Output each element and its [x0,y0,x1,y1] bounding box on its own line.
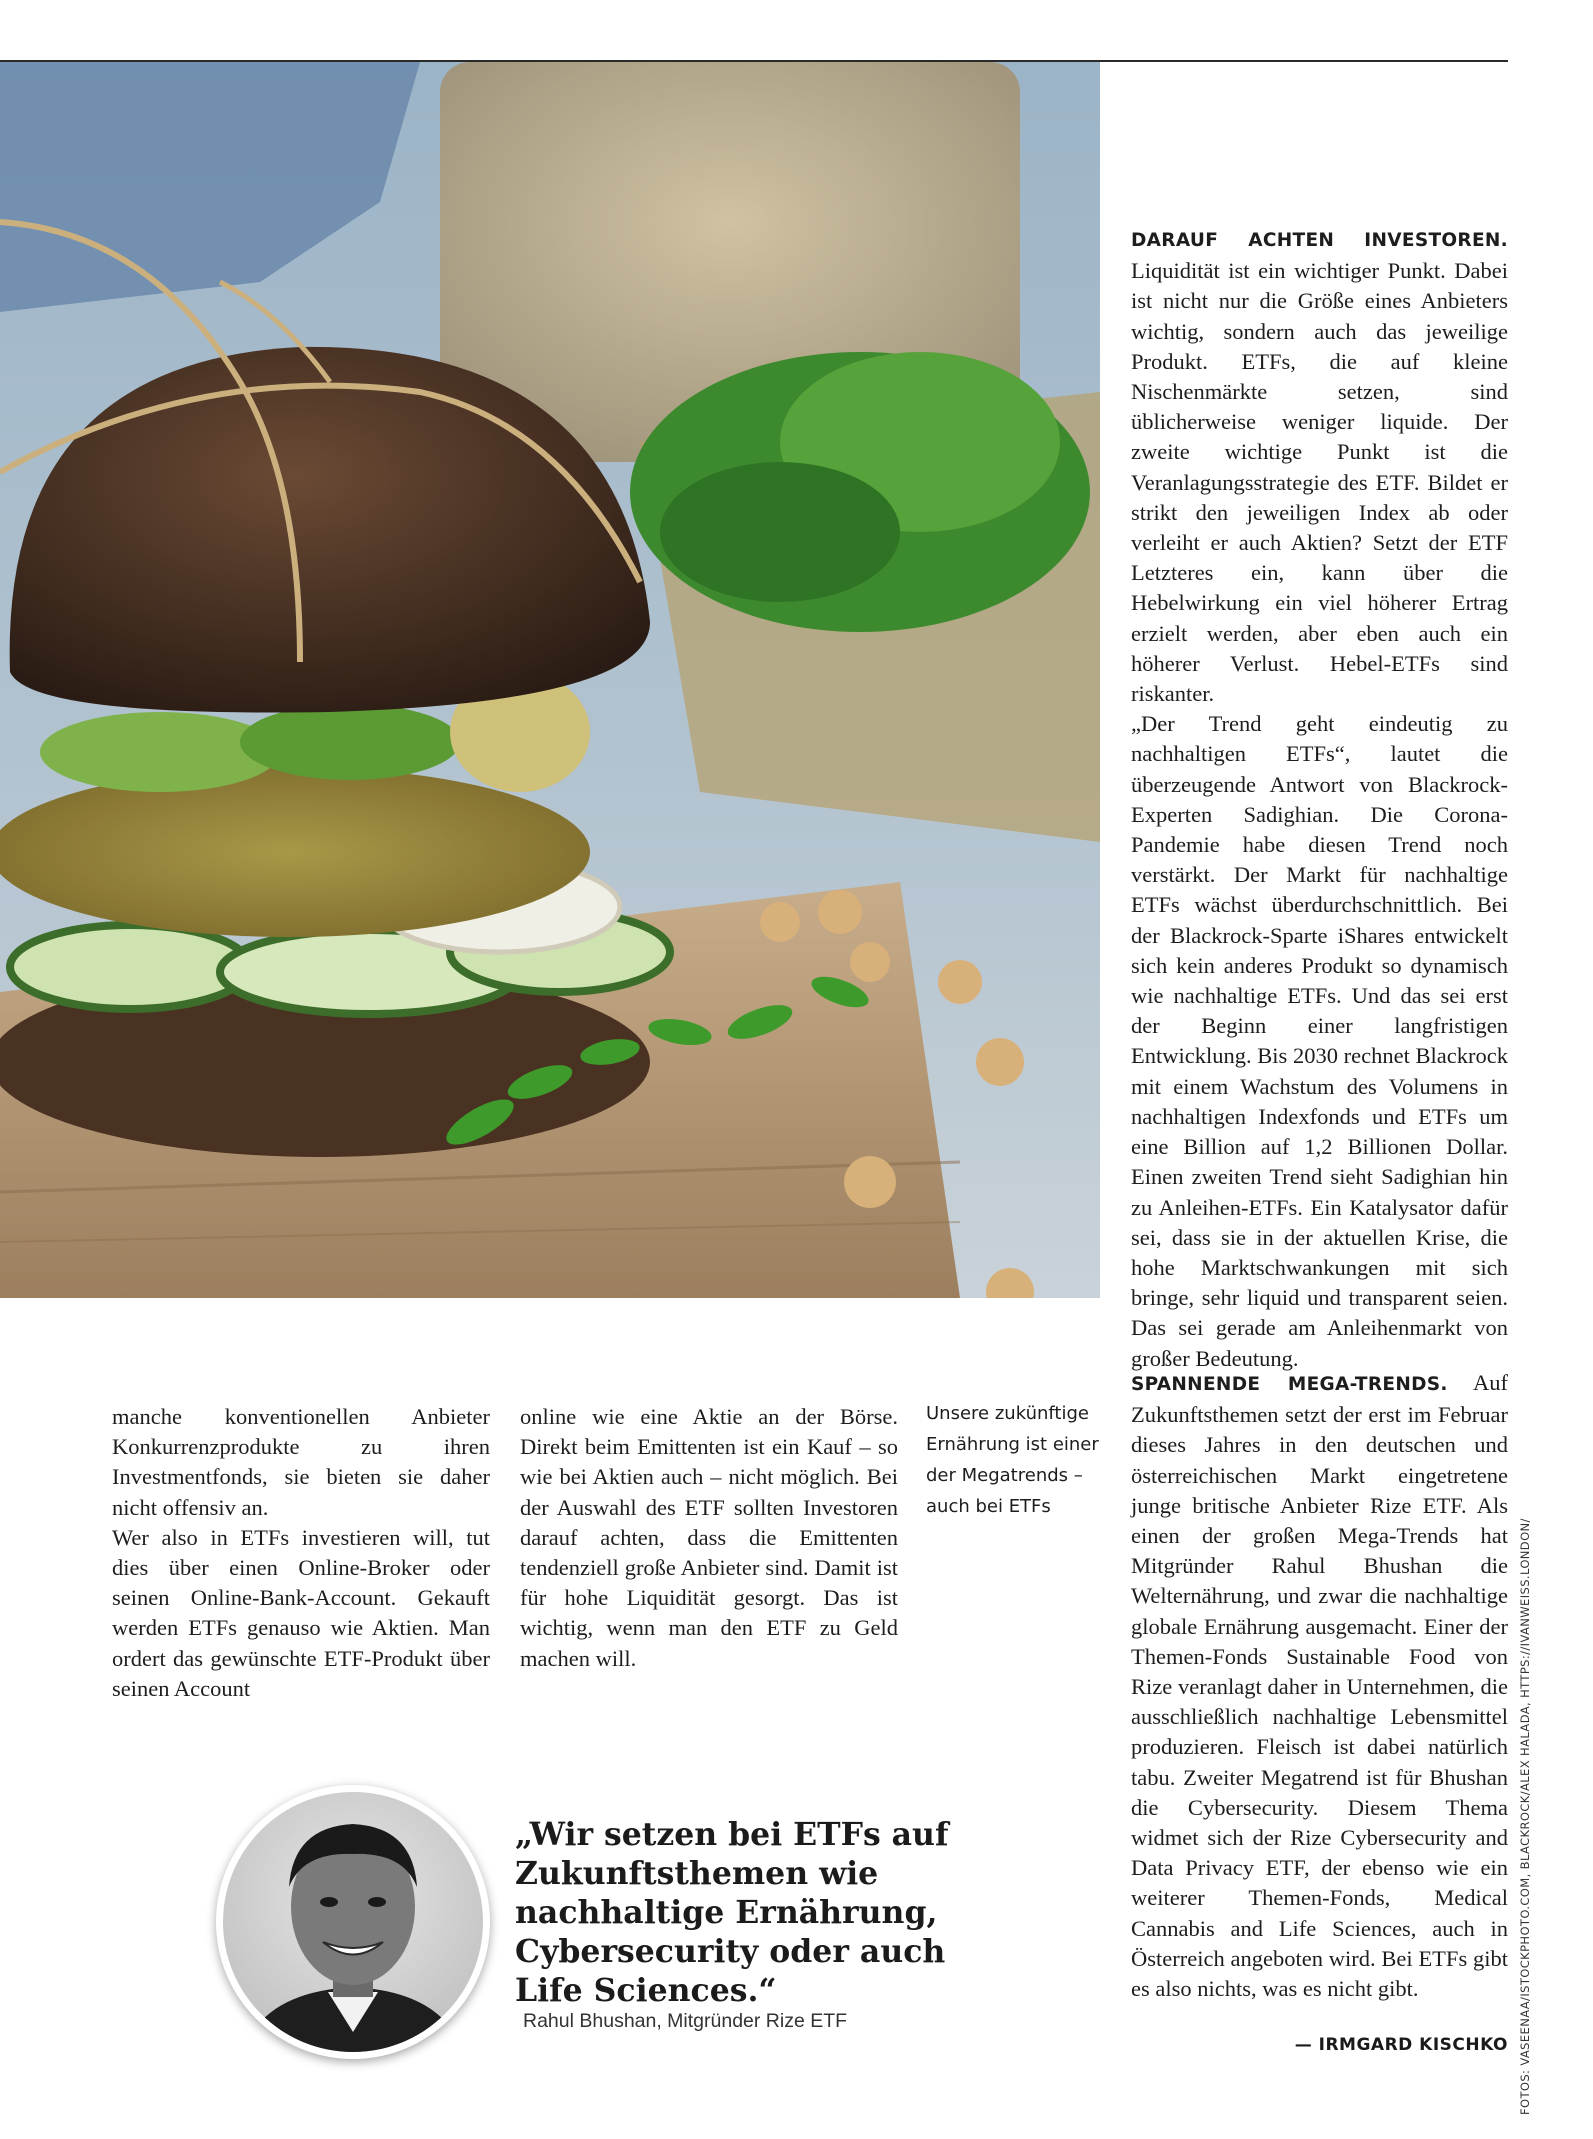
pull-quote-author: Rahul Bhushan, Mitgründer Rize ETF [523,2010,848,2032]
author-signature: — IRMGARD KISCHKO [1294,2035,1508,2055]
article-column-2 [520,1402,898,1674]
photo-credit-text: FOTOS: VASEENAA/ISTOCKPHOTO.COM, BLACKROCK/ALEX HALADA, HTTPS://IVANWEISS.LONDON/ [1518,1518,1532,2115]
section-heading: DARAUF ACHTEN INVESTOREN. [1131,230,1508,251]
article-column-right-bottom [1131,1368,1508,2004]
paragraph: online wie eine Aktie an der Börse. Direkt beim Emittenten ist ein Kauf – so wie bei Aktien auch – nicht möglich. Bei der Auswahl des ETF sollten Investoren darauf achten, dass die Emittenten tendenziell große Anbieter sind. Damit ist für hohe Liquidität gesorgt. Das ist wichtig, wenn man den ETF zu Geld machen will. [520,1404,898,1671]
veggie-burger-photo [0,62,1100,1298]
paragraph: Auf Zukunftsthemen setzt der erst im Februar dieses Jahres in den deutschen und österreichischen Markt eingetretene junge britische Anbieter Rize ETF. Als einen der großen Mega-Trends hat Mitgründer Rahul Bhushan die Welternährung, und zwar die nachhaltige globale Ernährung ausgemacht. Einer der Themen-Fonds Sustainable Food von Rize veranlagt daher in Unternehmen, die ausschließlich nachhaltige Lebensmittel produzieren. Fleisch ist dabei natürlich tabu. Zweiter Megatrend ist für Bhushan die Cybersecurity. Diesem Thema widmet sich der Rize Cybersecurity and Data Privacy ETF, der ebenso wie ein weiterer Themen-Fonds, Medical Cannabis and Life Sciences, auch in Österreich angeboten wird. Bei ETFs gibt es also nichts, was es nicht gibt. [1131,1370,1508,2002]
paragraph: Wer also in ETFs investieren will, tut dies über einen Online-Broker oder seinen Online-Bank-Account. Gekauft werden ETFs genauso wie Aktien. Man ordert das gewünschte ETF-Produkt über seinen Account [112,1524,490,1701]
article-column-1 [112,1402,490,1704]
section-heading: SPANNENDE MEGA-TRENDS. [1131,1374,1448,1395]
image-caption: Unsere zukünftige Ernährung ist einer der Megatrends – auch bei ETFs [926,1403,1099,1517]
article-column-right-top [1131,224,1508,1374]
paragraph: Liquidität ist ein wichtiger Punkt. Dabei ist nicht nur die Größe eines Anbieters wichtig, sondern auch das jeweilige Produkt. ETFs, die auf kleine Nischenmärkte setzen, sind üblicherweise weniger liquide. Der zweite wichtige Punkt ist die Veranlagungsstrategie des ETF. Bildet er strikt den jeweiligen Index ab oder verleiht er auch Aktien? Setzt der ETF Letzteres ein, kann über die Hebelwirkung ein viel höherer Ertrag erzielt werden, aber eben auch ein höherer Verlust. Hebel-ETFs sind riskanter. [1131,258,1508,707]
paragraph: „Der Trend geht eindeutig zu nachhaltigen ETFs“, lautet die überzeugende Antwort von Blackrock-Experten Sadighian. Die Corona-Pandemie habe diesen Trend noch verstärkt. Der Markt für nachhaltige ETFs wächst überdurchschnittlich. Bei der Blackrock-Sparte iShares entwickelt sich kein anderes Produkt so dynamisch wie nachhaltige ETFs. Und das sei erst der Beginn einer langfristigen Entwicklung. Bis 2030 rechnet Blackrock mit einem Wachstum des Volumens in nachhaltigen Indexfonds und ETFs um eine Billion auf 1,2 Billionen Dollar. Einen zweiten Trend sieht Sadighian hin zu Anleihen-ETFs. Ein Katalysator dafür sei, dass sie in der aktuellen Krise, die hohe Marktschwankungen mit sich bringe, sehr liquid und transparent seien. Das sei gerade am Anleihenmarkt von großer Bedeutung. [1131,711,1508,1371]
pull-quote: „Wir setzen bei ETFs auf Zukunftsthemen wie nachhaltige Ernährung, Cybersecurity oder auch Life Sciences.“ [515,1816,949,2009]
photo-credit [1514,1495,1536,2115]
author-portrait [216,1785,490,2059]
paragraph: manche konventionellen Anbieter Konkurrenzprodukte zu ihren Investmentfonds, sie bieten sie daher nicht offensiv an. [112,1404,490,1520]
